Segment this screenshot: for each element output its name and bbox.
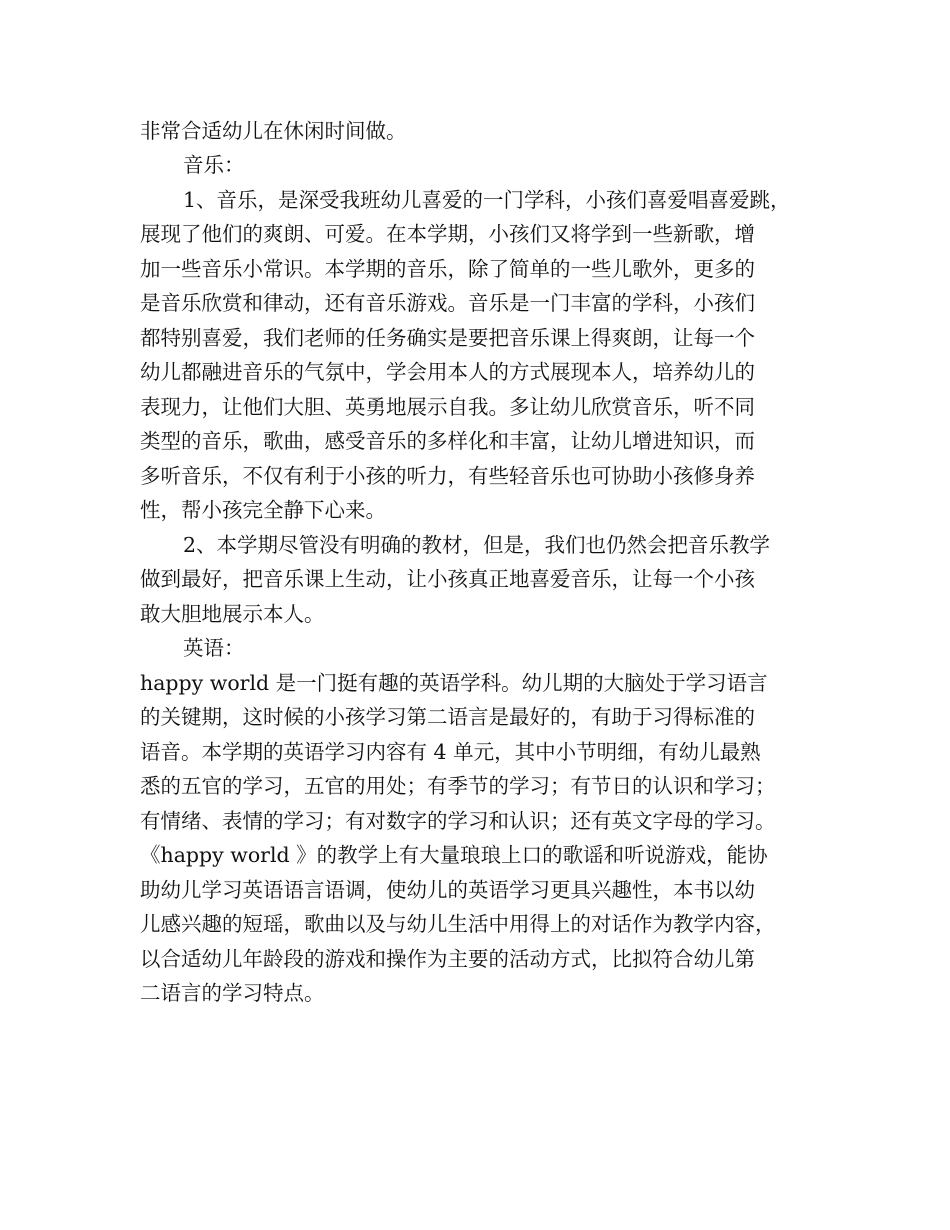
text-line: 做到最好，把音乐课上生动，让小孩真正地喜爱音乐，让每一个小孩 — [140, 567, 755, 591]
text-line: 儿感兴趣的短瑶，歌曲以及与幼儿生活中用得上的对话作为教学内容， — [140, 912, 776, 936]
text-line: 1、音乐，是深受我班幼儿喜爱的一门学科，小孩们喜爱唱喜爱跳， — [183, 188, 791, 212]
text-line: 幼儿都融进音乐的气氛中，学会用本人的方式展现本人，培养幼儿的 — [140, 360, 755, 384]
text-line: 类型的音乐，歌曲，感受音乐的多样化和丰富，让幼儿增进知识，而 — [140, 429, 755, 453]
text-line: 都特别喜爱，我们老师的任务确实是要把音乐课上得爽朗，让每一个 — [140, 326, 755, 350]
section-heading-music: 音乐： — [183, 153, 245, 177]
text-line: 加一些音乐小常识。本学期的音乐，除了简单的一些儿歌外，更多的 — [140, 257, 755, 281]
text-line: 语音。本学期的英语学习内容有 4 单元，其中小节明细，有幼儿最熟 — [140, 740, 761, 764]
text-line: 《happy world 》的教学上有大量琅琅上口的歌谣和听说游戏，能协 — [140, 843, 768, 867]
text-line: 2、本学期尽管没有明确的教材，但是，我们也仍然会把音乐教学 — [183, 533, 771, 557]
text-line: 展现了他们的爽朗、可爱。在本学期，小孩们又将学到一些新歌，增 — [140, 222, 755, 246]
text-line: 有情绪、表情的学习；有对数字的学习和认识；还有英文字母的学习。 — [140, 809, 776, 833]
text-line: happy world 是一门挺有趣的英语学科。幼儿期的大脑处于学习语言 — [140, 671, 768, 695]
text-line: 助幼儿学习英语语言语调，使幼儿的英语学习更具兴趣性，本书以幼 — [140, 878, 755, 902]
text-line: 性，帮小孩完全静下心来。 — [140, 498, 386, 522]
text-line: 表现力，让他们大胆、英勇地展示自我。多让幼儿欣赏音乐，听不同 — [140, 395, 755, 419]
text-line: 非常合适幼儿在休闲时间做。 — [140, 119, 407, 143]
text-line: 多听音乐，不仅有利于小孩的听力，有些轻音乐也可协助小孩修身养 — [140, 464, 755, 488]
text-line: 是音乐欣赏和律动，还有音乐游戏。音乐是一门丰富的学科，小孩们 — [140, 291, 755, 315]
text-line: 以合适幼儿年龄段的游戏和操作为主要的活动方式，比拟符合幼儿第 — [140, 947, 755, 971]
text-line: 二语言的学习特点。 — [140, 981, 325, 1005]
section-heading-english: 英语： — [183, 636, 245, 660]
text-line: 悉的五官的学习，五官的用处；有季节的学习；有节日的认识和学习； — [140, 774, 776, 798]
text-line: 的关键期，这时候的小孩学习第二语言是最好的，有助于习得标准的 — [140, 705, 755, 729]
text-line: 敢大胆地展示本人。 — [140, 602, 325, 626]
